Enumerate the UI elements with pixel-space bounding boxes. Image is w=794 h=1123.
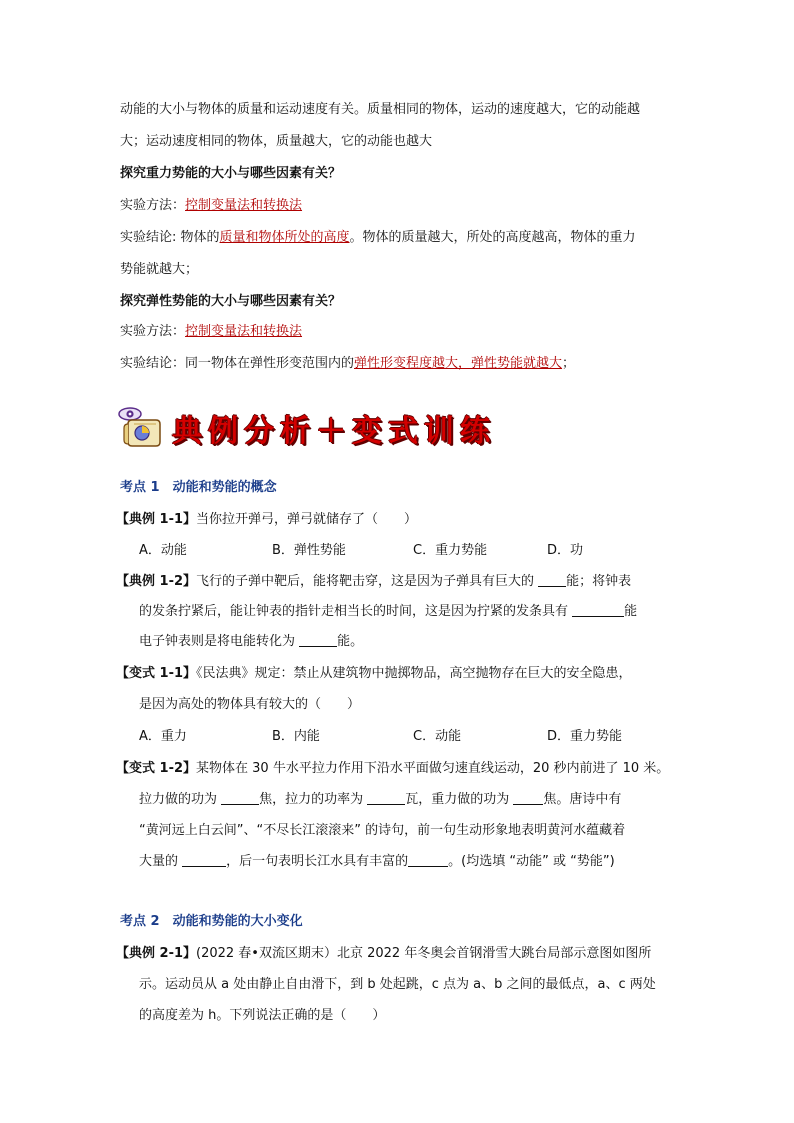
question-text: 当你拉开弹弓，弹弓就储存了（ ）	[196, 512, 418, 527]
question-label: 【变式 1-2】	[116, 761, 197, 776]
question-text: 焦，拉力的功率为	[259, 792, 368, 807]
eye-scroll-icon	[116, 404, 166, 450]
answer-blank	[221, 792, 259, 805]
option-b: B．内能	[272, 729, 320, 744]
variant-1-1-line-2: 是因为高处的物体具有较大的（ ）	[139, 697, 361, 712]
question-text: 飞行的子弹中靶后，能将靶击穿，这是因为子弹具有巨大的	[196, 574, 539, 589]
conclusion-label: 实验结论: 物体的	[120, 230, 220, 245]
elastic-heading: 探究弹性势能的大小与哪些因素有关？	[120, 294, 342, 309]
question-text: 大量的	[139, 854, 183, 869]
example-1-2-line-3	[139, 634, 363, 650]
answer-blank	[538, 574, 566, 587]
example-1-1	[116, 512, 417, 528]
option-a: A．重力	[139, 729, 187, 744]
variant-1-2-line-4	[139, 854, 615, 870]
conclusion-tail: ；	[562, 356, 576, 371]
method-answer: 控制变量法和转换法	[185, 198, 303, 213]
variant-1-1-line-1	[116, 666, 632, 682]
elastic-conclusion	[120, 356, 575, 372]
question-label: 【典例 2-1】	[116, 946, 197, 961]
kaodian-2-title: 考点 2 动能和势能的大小变化	[120, 914, 303, 929]
intro-line-2: 大；运动速度相同的物体，质量越大，它的动能也越大	[120, 134, 433, 149]
gravity-conclusion	[120, 230, 636, 246]
section-banner-title: 典例分析＋变式训练	[172, 414, 496, 449]
example-2-1-line-2: 示。运动员从 a 处由静止自由滑下，到 b 处起跳，c 点为 a、b 之间的最低点，a、c 两处	[139, 977, 656, 992]
method-label: 实验方法：	[120, 324, 186, 339]
conclusion-tail: 。物体的质量越大，所处的高度越高，物体的重力	[349, 230, 636, 245]
question-text: 拉力做的功为	[139, 792, 222, 807]
option-c: C．重力势能	[413, 543, 488, 558]
answer-blank	[367, 792, 405, 805]
variant-1-2-line-3: “黄河远上白云间”、“不尽长江滚滚来” 的诗句，前一句生动形象地表明黄河水蕴藏着	[139, 823, 626, 838]
kaodian-1-title: 考点 1 动能和势能的概念	[120, 480, 277, 495]
question-text: ，后一句表明长江水具有丰富的	[226, 854, 409, 869]
question-text: 《民法典》规定：禁止从建筑物中抛掷物品，高空抛物存在巨大的安全隐患，	[196, 666, 632, 681]
example-2-1-line-1	[116, 946, 651, 962]
answer-blank	[572, 604, 624, 617]
method-answer: 控制变量法和转换法	[185, 324, 303, 339]
variant-1-2-line-1	[116, 761, 669, 777]
option-b: B．弹性势能	[272, 543, 346, 558]
gravity-heading: 探究重力势能的大小与哪些因素有关？	[120, 166, 342, 181]
variant-1-2-line-2	[139, 792, 621, 808]
question-label: 【变式 1-1】	[116, 666, 197, 681]
gravity-conclusion-line-2: 势能就越大；	[120, 262, 199, 277]
gravity-method	[120, 198, 302, 214]
option-a: A．动能	[139, 543, 187, 558]
answer-blank	[299, 634, 337, 647]
option-d: D．功	[547, 543, 584, 558]
answer-blank	[408, 854, 448, 867]
conclusion-answer: 弹性形变程度越大，弹性势能就越大	[354, 356, 563, 371]
question-label: 【典例 1-1】	[116, 512, 197, 527]
question-text: 能	[624, 604, 638, 619]
question-text: (2022 春•双流区期末）北京 2022 年冬奥会首钢滑雪大跳台局部示意图如图所	[196, 946, 652, 961]
example-2-1-line-3: 的高度差为 h。下列说法正确的是（ ）	[139, 1008, 386, 1023]
option-d: D．重力势能	[547, 729, 623, 744]
question-label: 【典例 1-2】	[116, 574, 197, 589]
conclusion-answer: 质量和物体所处的高度	[219, 230, 350, 245]
question-text: 电子钟表则是将电能转化为	[139, 634, 300, 649]
option-c: C．动能	[413, 729, 462, 744]
intro-line-1: 动能的大小与物体的质量和运动速度有关。质量相同的物体，运动的速度越大，它的动能越	[120, 102, 641, 117]
question-text: 某物体在 30 牛水平拉力作用下沿水平面做匀速直线运动，20 秒内前进了 10 米。	[196, 761, 670, 776]
question-text: 能。	[337, 634, 364, 649]
answer-blank	[513, 792, 543, 805]
example-1-2-line-1	[116, 574, 631, 590]
question-text: 的发条拧紧后，能让钟表的指针走相当长的时间，这是因为拧紧的发条具有	[139, 604, 573, 619]
question-text: 。(均选填 “动能” 或 “势能”)	[448, 854, 615, 869]
question-text: 瓦，重力做的功为	[405, 792, 514, 807]
question-text: 能；将钟表	[566, 574, 632, 589]
question-text: 焦。唐诗中有	[543, 792, 622, 807]
conclusion-label: 实验结论：同一物体在弹性形变范围内的	[120, 356, 355, 371]
elastic-method	[120, 324, 302, 340]
method-label: 实验方法：	[120, 198, 186, 213]
answer-blank	[182, 854, 226, 867]
example-1-2-line-2	[139, 604, 637, 620]
